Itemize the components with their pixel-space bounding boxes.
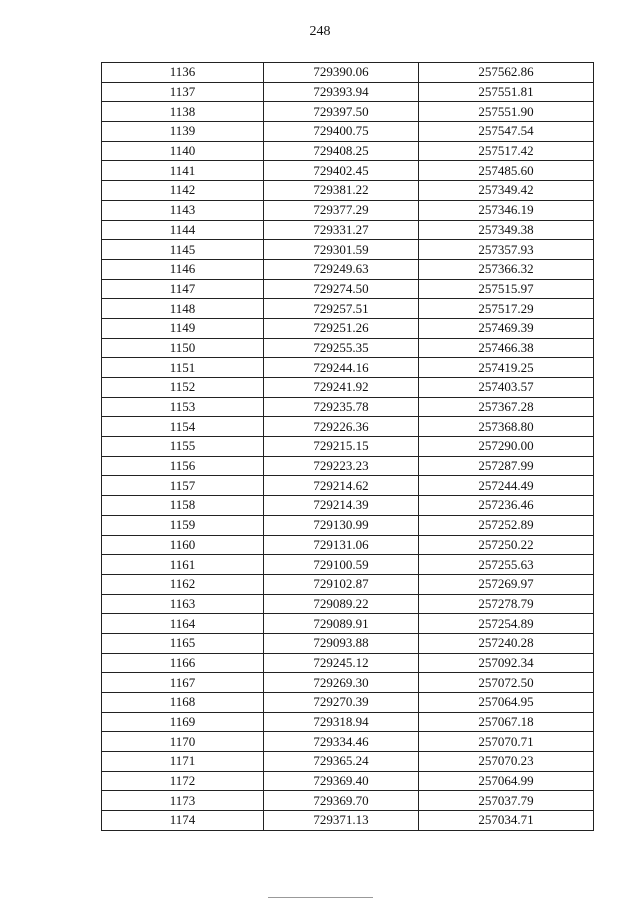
point-number-cell: 1147 xyxy=(102,279,264,299)
table-row xyxy=(102,102,594,122)
y-coordinate-cell: 257469.39 xyxy=(419,318,594,338)
point-number-cell: 1161 xyxy=(102,555,264,575)
point-number-cell: 1157 xyxy=(102,476,264,496)
table-row xyxy=(102,417,594,437)
x-coordinate-cell: 729331.27 xyxy=(264,220,419,240)
y-coordinate-cell: 257367.28 xyxy=(419,397,594,417)
table-row xyxy=(102,181,594,201)
point-number-cell: 1166 xyxy=(102,653,264,673)
point-number-cell: 1153 xyxy=(102,397,264,417)
point-number-cell: 1137 xyxy=(102,82,264,102)
y-coordinate-cell: 257517.42 xyxy=(419,141,594,161)
point-number-cell: 1170 xyxy=(102,732,264,752)
table-row xyxy=(102,693,594,713)
table-row xyxy=(102,496,594,516)
table-row xyxy=(102,791,594,811)
point-number-cell: 1141 xyxy=(102,161,264,181)
page-number: 248 xyxy=(309,24,331,39)
x-coordinate-cell: 729226.36 xyxy=(264,417,419,437)
table-row xyxy=(102,614,594,634)
table-row xyxy=(102,476,594,496)
x-coordinate-cell: 729255.35 xyxy=(264,338,419,358)
y-coordinate-cell: 257034.71 xyxy=(419,811,594,831)
x-coordinate-cell: 729365.24 xyxy=(264,752,419,772)
y-coordinate-cell: 257403.57 xyxy=(419,378,594,398)
y-coordinate-cell: 257290.00 xyxy=(419,437,594,457)
x-coordinate-cell: 729400.75 xyxy=(264,122,419,142)
x-coordinate-cell: 729089.22 xyxy=(264,594,419,614)
point-number-cell: 1156 xyxy=(102,456,264,476)
y-coordinate-cell: 257287.99 xyxy=(419,456,594,476)
x-coordinate-cell: 729214.62 xyxy=(264,476,419,496)
table-row xyxy=(102,240,594,260)
point-number-cell: 1139 xyxy=(102,122,264,142)
y-coordinate-cell: 257349.38 xyxy=(419,220,594,240)
table-row xyxy=(102,397,594,417)
table-row xyxy=(102,535,594,555)
y-coordinate-cell: 257517.29 xyxy=(419,299,594,319)
y-coordinate-cell: 257255.63 xyxy=(419,555,594,575)
point-number-cell: 1136 xyxy=(102,63,264,83)
x-coordinate-cell: 729235.78 xyxy=(264,397,419,417)
y-coordinate-cell: 257349.42 xyxy=(419,181,594,201)
point-number-cell: 1173 xyxy=(102,791,264,811)
point-number-cell: 1168 xyxy=(102,693,264,713)
x-coordinate-cell: 729244.16 xyxy=(264,358,419,378)
table-row xyxy=(102,279,594,299)
y-coordinate-cell: 257072.50 xyxy=(419,673,594,693)
point-number-cell: 1172 xyxy=(102,771,264,791)
x-coordinate-cell: 729318.94 xyxy=(264,712,419,732)
x-coordinate-cell: 729241.92 xyxy=(264,378,419,398)
table-row xyxy=(102,200,594,220)
point-number-cell: 1144 xyxy=(102,220,264,240)
x-coordinate-cell: 729393.94 xyxy=(264,82,419,102)
y-coordinate-cell: 257278.79 xyxy=(419,594,594,614)
point-number-cell: 1140 xyxy=(102,141,264,161)
point-number-cell: 1151 xyxy=(102,358,264,378)
x-coordinate-cell: 729369.40 xyxy=(264,771,419,791)
point-number-cell: 1142 xyxy=(102,181,264,201)
point-number-cell: 1160 xyxy=(102,535,264,555)
table-row xyxy=(102,299,594,319)
point-number-cell: 1167 xyxy=(102,673,264,693)
y-coordinate-cell: 257252.89 xyxy=(419,515,594,535)
table-row xyxy=(102,437,594,457)
x-coordinate-cell: 729131.06 xyxy=(264,535,419,555)
x-coordinate-cell: 729408.25 xyxy=(264,141,419,161)
y-coordinate-cell: 257240.28 xyxy=(419,633,594,653)
y-coordinate-cell: 257250.22 xyxy=(419,535,594,555)
x-coordinate-cell: 729130.99 xyxy=(264,515,419,535)
x-coordinate-cell: 729274.50 xyxy=(264,279,419,299)
y-coordinate-cell: 257551.81 xyxy=(419,82,594,102)
x-coordinate-cell: 729301.59 xyxy=(264,240,419,260)
y-coordinate-cell: 257515.97 xyxy=(419,279,594,299)
x-coordinate-cell: 729245.12 xyxy=(264,653,419,673)
x-coordinate-cell: 729334.46 xyxy=(264,732,419,752)
table-row xyxy=(102,515,594,535)
table-row xyxy=(102,161,594,181)
table-row xyxy=(102,555,594,575)
y-coordinate-cell: 257064.95 xyxy=(419,693,594,713)
x-coordinate-cell: 729397.50 xyxy=(264,102,419,122)
table-row xyxy=(102,811,594,831)
point-number-cell: 1163 xyxy=(102,594,264,614)
x-coordinate-cell: 729377.29 xyxy=(264,200,419,220)
point-number-cell: 1152 xyxy=(102,378,264,398)
x-coordinate-cell: 729249.63 xyxy=(264,259,419,279)
table-row xyxy=(102,338,594,358)
table-row xyxy=(102,673,594,693)
x-coordinate-cell: 729257.51 xyxy=(264,299,419,319)
x-coordinate-cell: 729223.23 xyxy=(264,456,419,476)
footer-divider xyxy=(268,897,373,898)
x-coordinate-cell: 729369.70 xyxy=(264,791,419,811)
table-row xyxy=(102,378,594,398)
table-row xyxy=(102,771,594,791)
x-coordinate-cell: 729100.59 xyxy=(264,555,419,575)
x-coordinate-cell: 729251.26 xyxy=(264,318,419,338)
y-coordinate-cell: 257064.99 xyxy=(419,771,594,791)
table-row xyxy=(102,82,594,102)
table-row xyxy=(102,318,594,338)
point-number-cell: 1158 xyxy=(102,496,264,516)
table-row xyxy=(102,141,594,161)
point-number-cell: 1150 xyxy=(102,338,264,358)
point-number-cell: 1149 xyxy=(102,318,264,338)
x-coordinate-cell: 729089.91 xyxy=(264,614,419,634)
table-row xyxy=(102,594,594,614)
point-number-cell: 1154 xyxy=(102,417,264,437)
point-number-cell: 1164 xyxy=(102,614,264,634)
table-row xyxy=(102,63,594,83)
point-number-cell: 1165 xyxy=(102,633,264,653)
y-coordinate-cell: 257357.93 xyxy=(419,240,594,260)
x-coordinate-cell: 729371.13 xyxy=(264,811,419,831)
table-body xyxy=(102,63,594,831)
y-coordinate-cell: 257466.38 xyxy=(419,338,594,358)
x-coordinate-cell: 729381.22 xyxy=(264,181,419,201)
y-coordinate-cell: 257419.25 xyxy=(419,358,594,378)
table-row xyxy=(102,574,594,594)
table-row xyxy=(102,358,594,378)
point-number-cell: 1155 xyxy=(102,437,264,457)
point-number-cell: 1174 xyxy=(102,811,264,831)
point-number-cell: 1162 xyxy=(102,574,264,594)
y-coordinate-cell: 257269.97 xyxy=(419,574,594,594)
y-coordinate-cell: 257562.86 xyxy=(419,63,594,83)
x-coordinate-cell: 729214.39 xyxy=(264,496,419,516)
table-row xyxy=(102,712,594,732)
table-row xyxy=(102,259,594,279)
y-coordinate-cell: 257366.32 xyxy=(419,259,594,279)
y-coordinate-cell: 257067.18 xyxy=(419,712,594,732)
x-coordinate-cell: 729215.15 xyxy=(264,437,419,457)
y-coordinate-cell: 257485.60 xyxy=(419,161,594,181)
x-coordinate-cell: 729269.30 xyxy=(264,673,419,693)
table-row xyxy=(102,220,594,240)
point-number-cell: 1146 xyxy=(102,259,264,279)
x-coordinate-cell: 729402.45 xyxy=(264,161,419,181)
y-coordinate-cell: 257368.80 xyxy=(419,417,594,437)
point-number-cell: 1169 xyxy=(102,712,264,732)
point-number-cell: 1138 xyxy=(102,102,264,122)
y-coordinate-cell: 257254.89 xyxy=(419,614,594,634)
coordinates-table xyxy=(101,62,594,831)
y-coordinate-cell: 257037.79 xyxy=(419,791,594,811)
x-coordinate-cell: 729102.87 xyxy=(264,574,419,594)
y-coordinate-cell: 257236.46 xyxy=(419,496,594,516)
y-coordinate-cell: 257346.19 xyxy=(419,200,594,220)
table-row xyxy=(102,732,594,752)
x-coordinate-cell: 729390.06 xyxy=(264,63,419,83)
point-number-cell: 1171 xyxy=(102,752,264,772)
y-coordinate-cell: 257070.71 xyxy=(419,732,594,752)
y-coordinate-cell: 257551.90 xyxy=(419,102,594,122)
table-row xyxy=(102,653,594,673)
y-coordinate-cell: 257092.34 xyxy=(419,653,594,673)
table-row xyxy=(102,633,594,653)
table-row xyxy=(102,752,594,772)
x-coordinate-cell: 729270.39 xyxy=(264,693,419,713)
y-coordinate-cell: 257244.49 xyxy=(419,476,594,496)
table-row xyxy=(102,122,594,142)
table-row xyxy=(102,456,594,476)
point-number-cell: 1143 xyxy=(102,200,264,220)
x-coordinate-cell: 729093.88 xyxy=(264,633,419,653)
point-number-cell: 1145 xyxy=(102,240,264,260)
point-number-cell: 1159 xyxy=(102,515,264,535)
point-number-cell: 1148 xyxy=(102,299,264,319)
y-coordinate-cell: 257070.23 xyxy=(419,752,594,772)
y-coordinate-cell: 257547.54 xyxy=(419,122,594,142)
